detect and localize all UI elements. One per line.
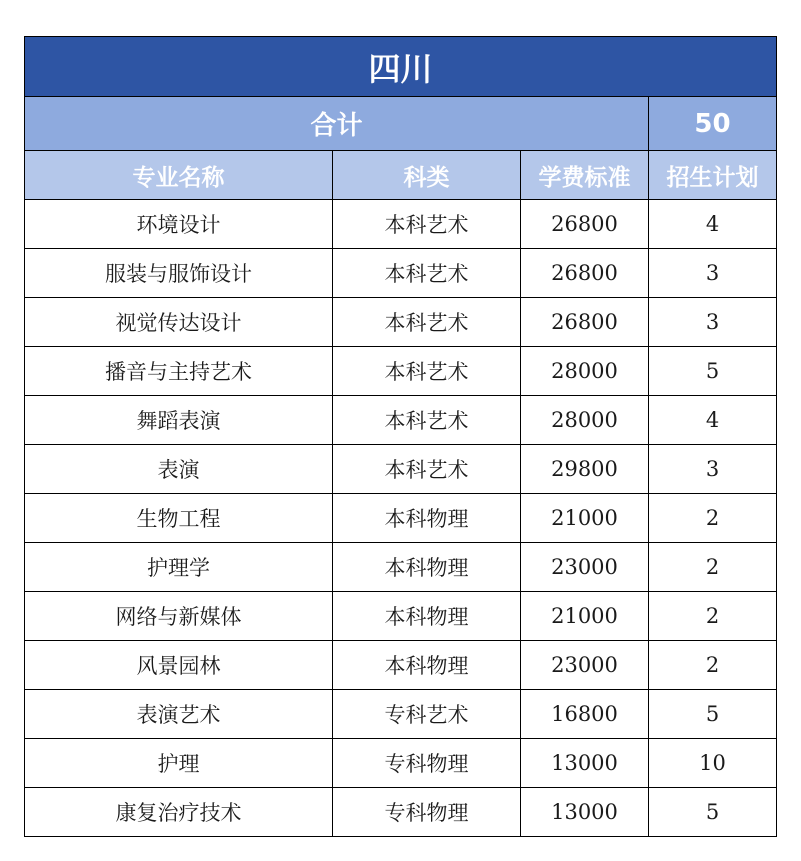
cell-tuition: 13000 <box>521 739 649 788</box>
table-title: 四川 <box>25 37 777 97</box>
cell-major-name: 舞蹈表演 <box>25 396 333 445</box>
table-row <box>25 445 777 494</box>
table-row <box>25 200 777 249</box>
table-row <box>25 739 777 788</box>
cell-plan: 5 <box>649 690 777 739</box>
cell-plan: 2 <box>649 543 777 592</box>
cell-tuition: 23000 <box>521 543 649 592</box>
cell-category: 专科物理 <box>333 739 521 788</box>
cell-plan: 2 <box>649 641 777 690</box>
cell-tuition: 21000 <box>521 592 649 641</box>
cell-major-name: 网络与新媒体 <box>25 592 333 641</box>
cell-plan: 4 <box>649 396 777 445</box>
cell-plan: 5 <box>649 788 777 837</box>
cell-plan: 2 <box>649 494 777 543</box>
cell-tuition: 29800 <box>521 445 649 494</box>
cell-major-name: 服装与服饰设计 <box>25 249 333 298</box>
cell-major-name: 康复治疗技术 <box>25 788 333 837</box>
cell-major-name: 环境设计 <box>25 200 333 249</box>
cell-plan: 3 <box>649 445 777 494</box>
cell-major-name: 表演 <box>25 445 333 494</box>
cell-tuition: 23000 <box>521 641 649 690</box>
cell-major-name: 护理学 <box>25 543 333 592</box>
total-value: 50 <box>649 97 777 151</box>
cell-plan: 10 <box>649 739 777 788</box>
cell-major-name: 视觉传达设计 <box>25 298 333 347</box>
table-row <box>25 543 777 592</box>
cell-plan: 3 <box>649 298 777 347</box>
table-row <box>25 641 777 690</box>
table-row <box>25 494 777 543</box>
table-row <box>25 592 777 641</box>
cell-tuition: 16800 <box>521 690 649 739</box>
cell-category: 本科物理 <box>333 543 521 592</box>
cell-category: 本科艺术 <box>333 396 521 445</box>
table-row <box>25 396 777 445</box>
cell-category: 本科艺术 <box>333 347 521 396</box>
table-row <box>25 690 777 739</box>
cell-tuition: 13000 <box>521 788 649 837</box>
cell-plan: 4 <box>649 200 777 249</box>
cell-tuition: 26800 <box>521 249 649 298</box>
cell-tuition: 26800 <box>521 200 649 249</box>
cell-major-name: 表演艺术 <box>25 690 333 739</box>
enrollment-table-container <box>24 36 776 837</box>
cell-category: 本科物理 <box>333 592 521 641</box>
cell-category: 本科物理 <box>333 494 521 543</box>
header-category: 科类 <box>333 151 521 200</box>
cell-category: 本科艺术 <box>333 298 521 347</box>
enrollment-table <box>24 36 777 837</box>
total-label: 合计 <box>25 97 649 151</box>
cell-category: 专科物理 <box>333 788 521 837</box>
cell-category: 专科艺术 <box>333 690 521 739</box>
header-major-name: 专业名称 <box>25 151 333 200</box>
cell-plan: 3 <box>649 249 777 298</box>
table-row <box>25 347 777 396</box>
table-row <box>25 298 777 347</box>
cell-tuition: 28000 <box>521 347 649 396</box>
cell-major-name: 护理 <box>25 739 333 788</box>
cell-plan: 5 <box>649 347 777 396</box>
cell-category: 本科艺术 <box>333 249 521 298</box>
header-plan: 招生计划 <box>649 151 777 200</box>
cell-tuition: 28000 <box>521 396 649 445</box>
cell-major-name: 播音与主持艺术 <box>25 347 333 396</box>
cell-category: 本科物理 <box>333 641 521 690</box>
cell-tuition: 21000 <box>521 494 649 543</box>
table-row <box>25 249 777 298</box>
table-row <box>25 788 777 837</box>
cell-category: 本科艺术 <box>333 445 521 494</box>
cell-plan: 2 <box>649 592 777 641</box>
cell-major-name: 生物工程 <box>25 494 333 543</box>
cell-category: 本科艺术 <box>333 200 521 249</box>
header-tuition: 学费标准 <box>521 151 649 200</box>
cell-major-name: 风景园林 <box>25 641 333 690</box>
cell-tuition: 26800 <box>521 298 649 347</box>
